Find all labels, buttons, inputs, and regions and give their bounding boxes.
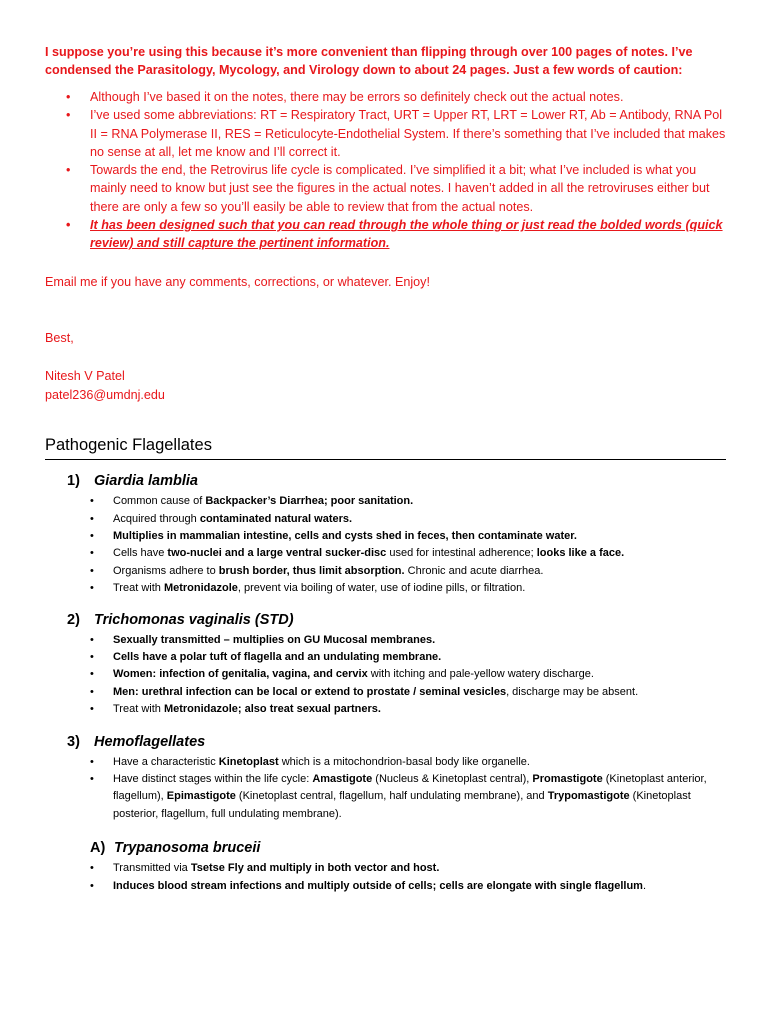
fact-list	[45, 632, 726, 719]
caution-item	[45, 161, 726, 216]
subtopic-letter: A)	[90, 840, 106, 857]
caution-item	[45, 106, 726, 161]
bullet-icon: •	[90, 651, 94, 664]
fact-bold-text: Women: infection of genitalia, vagina, and cervix	[113, 668, 368, 681]
intro-paragraph: I suppose you’re using this because it’s more convenient than flipping through over 100 pages of notes. I’ve condensed the Parasitology, Mycology, and Virology down to about 24 pages. Just a few words of caution:	[45, 45, 693, 77]
fact-item	[45, 754, 726, 771]
topic-number: 1)	[67, 473, 80, 490]
fact-bold-text: Sexually transmitted – multiplies on GU Mucosal membranes.	[113, 633, 436, 646]
fact-item	[45, 649, 726, 666]
topic-number: 3)	[67, 733, 80, 750]
fact-list	[45, 860, 726, 895]
fact-text: Treat with	[113, 582, 164, 595]
topic-name: Trichomonas vaginalis (STD)	[94, 611, 294, 628]
fact-text: Have distinct stages within the life cycle:	[113, 773, 313, 786]
bullet-icon: •	[90, 685, 94, 698]
bullet-icon: •	[90, 703, 94, 716]
fact-bold-text: Metronidazole; also treat sexual partners.	[163, 703, 381, 716]
fact-bold-text: Tsetse Fly and multiply in both vector and host.	[190, 862, 440, 875]
fact-item	[45, 771, 726, 823]
fact-item	[45, 580, 726, 597]
fact-bold-text: contaminated natural waters.	[199, 512, 353, 525]
fact-item	[45, 878, 726, 895]
fact-bold-text: Induces blood stream infections and multiply outside of cells; cells are elongate with single flagellum	[113, 879, 643, 892]
fact-text: Organisms adhere to	[113, 564, 219, 577]
fact-item	[45, 701, 726, 718]
fact-item	[45, 860, 726, 877]
caution-item-text: Although I’ve based it on the notes, there may be errors so definitely check out the actual notes.	[90, 90, 624, 104]
fact-text: (Kinetoplast central, flagellum, half undulating membrane), and	[235, 790, 548, 803]
topic-heading	[45, 732, 726, 752]
fact-bold-text: Promastigote	[532, 773, 603, 786]
fact-list	[45, 493, 726, 597]
caution-item-text: It has been designed such that you can read through the whole thing or just read the bolded words (quick review) and still capture the pertinent information.	[90, 218, 723, 251]
fact-bold-text: Amastigote	[312, 773, 373, 786]
email-note: Email me if you have any comments, corrections, or whatever. Enjoy!	[45, 274, 430, 289]
bullet-icon: •	[66, 90, 71, 104]
fact-text: with itching and pale-yellow watery discharge.	[367, 668, 594, 681]
bullet-icon: •	[90, 633, 94, 646]
fact-text: Transmitted via	[113, 862, 191, 875]
subtopic-heading	[45, 838, 726, 858]
bullet-icon: •	[90, 773, 94, 786]
fact-bold-text: Cells have a polar tuft of flagella and an undulating membrane.	[113, 651, 442, 664]
fact-item	[45, 684, 726, 701]
fact-text: (Kinetoplast posterior, flagellum, full undulating membrane).	[113, 790, 691, 820]
fact-bold-text: Trypomastigote	[547, 790, 630, 803]
fact-text: Chronic and acute diarrhea.	[404, 564, 544, 577]
fact-item	[45, 493, 726, 510]
fact-item	[45, 666, 726, 683]
fact-text: .	[642, 879, 647, 892]
fact-item	[45, 511, 726, 528]
fact-bold-text: Backpacker’s Diarrhea; poor sanitation.	[205, 495, 414, 508]
bullet-icon: •	[90, 862, 94, 875]
fact-text: used for intestinal adherence;	[386, 547, 537, 560]
fact-text: which is a mitochondrion-basal body like organelle.	[278, 755, 530, 768]
author-email: patel236@umdnj.edu	[45, 387, 165, 402]
caution-item	[45, 88, 726, 106]
fact-bold-text: Men: urethral infection can be local or extend to prostate / seminal vesicles	[113, 685, 507, 698]
topic-name: Giardia lamblia	[94, 473, 198, 490]
fact-list	[45, 754, 726, 824]
bullet-icon: •	[90, 582, 94, 595]
bullet-icon: •	[90, 564, 94, 577]
fact-bold-text: Multiplies in mammalian intestine, cells and cysts shed in feces, then contaminate water.	[113, 529, 577, 542]
bullet-icon: •	[66, 108, 71, 123]
bullet-icon: •	[90, 495, 94, 508]
fact-item	[45, 545, 726, 562]
bullet-icon: •	[90, 668, 94, 681]
fact-bold-text: Kinetoplast	[218, 755, 279, 768]
fact-text: Treat with	[113, 703, 164, 716]
fact-bold-text: Metronidazole	[163, 582, 238, 595]
bullet-icon: •	[90, 512, 94, 525]
bullet-icon: •	[90, 879, 94, 892]
fact-text: Common cause of	[113, 495, 206, 508]
fact-text: (Nucleus & Kinetoplast central),	[372, 773, 533, 786]
subtopic-name: Trypanosoma bruceii	[114, 840, 261, 857]
fact-bold-text: two-nuclei and a large ventral sucker-disc	[167, 547, 387, 560]
fact-item	[45, 632, 726, 649]
fact-bold-text: Epimastigote	[166, 790, 236, 803]
caution-item-text: Towards the end, the Retrovirus life cycle is complicated. I’ve simplified it a bit; what I’ve included is what you mainly need to know but just see the figures in the actual notes. I haven’t added in all the retroviruses either but there are only a few so you’ll easily be able to review that from the actual notes.	[90, 163, 710, 214]
fact-text: Have a characteristic	[113, 755, 219, 768]
caution-item-text: I’ve used some abbreviations: RT = Respiratory Tract, URT = Upper RT, LRT = Lower RT, Ab = Antibody, RNA Pol II = RNA Polymerase II, RES = Reticulocyte-Endothelial System. If there’s something that I’ve included that makes no sense at all, let me know and I’ll correct it.	[90, 108, 726, 159]
fact-bold-text: brush border, thus limit absorption.	[218, 564, 405, 577]
closing: Best,	[45, 330, 74, 345]
fact-text: , prevent via boiling of water, use of iodine pills, or filtration.	[237, 582, 526, 595]
fact-text: (Kinetoplast anterior, flagellum),	[113, 773, 707, 803]
topic-heading	[45, 610, 726, 630]
topic-heading	[45, 471, 726, 491]
caution-item-emphasis	[45, 216, 726, 253]
bullet-icon: •	[90, 529, 94, 542]
fact-text: Acquired through	[113, 512, 200, 525]
bullet-icon: •	[90, 547, 94, 560]
fact-text: , discharge may be absent.	[506, 685, 639, 698]
bullet-icon: •	[66, 163, 71, 178]
fact-bold-text: looks like a face.	[536, 547, 625, 560]
fact-text: Cells have	[113, 547, 168, 560]
topic-number: 2)	[67, 611, 80, 628]
fact-item	[45, 528, 726, 545]
section-title: Pathogenic Flagellates	[45, 434, 726, 460]
topic-name: Hemoflagellates	[94, 733, 206, 750]
bullet-icon: •	[66, 218, 71, 233]
author-name: Nitesh V Patel	[45, 369, 125, 384]
bullet-icon: •	[90, 755, 94, 768]
caution-list	[45, 88, 726, 253]
fact-item	[45, 563, 726, 580]
